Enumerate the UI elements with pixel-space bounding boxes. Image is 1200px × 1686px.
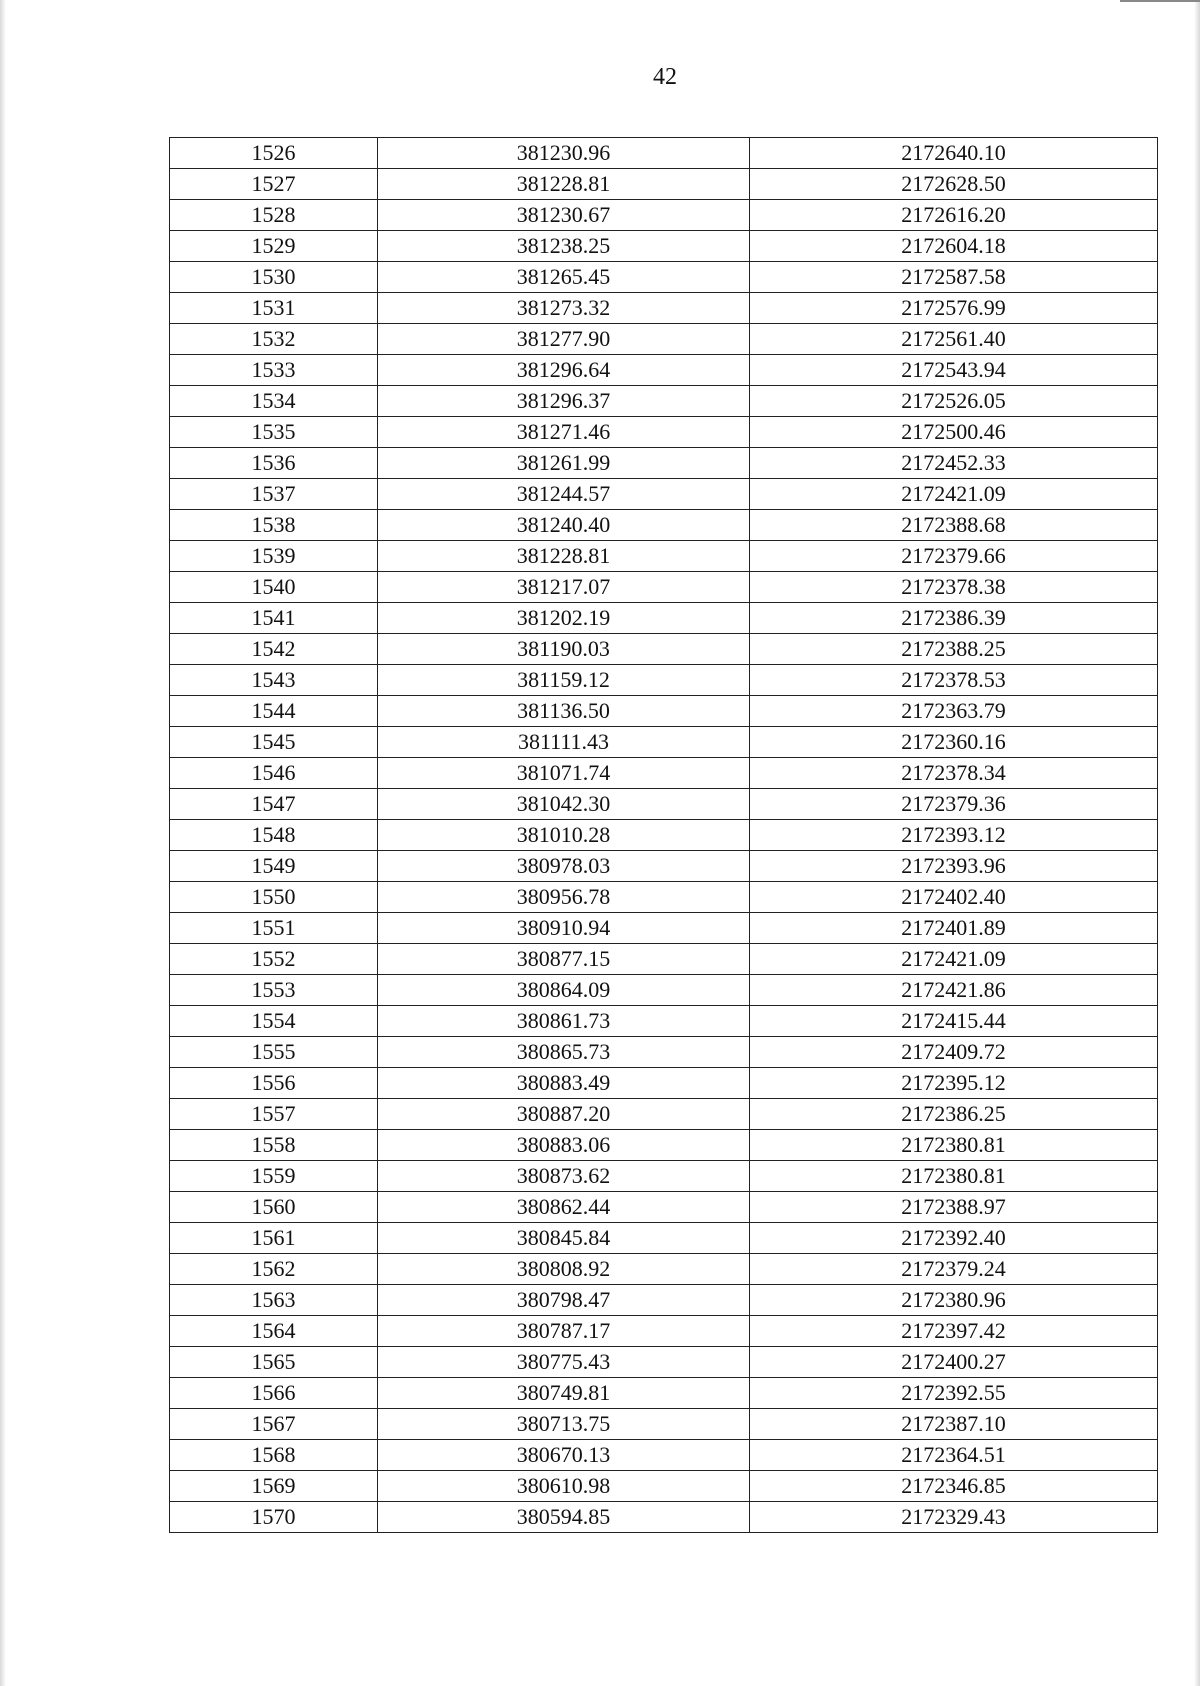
x-coordinate-cell: 381202.19 — [378, 603, 750, 634]
y-coordinate-cell: 2172346.85 — [750, 1471, 1158, 1502]
y-coordinate-cell: 2172393.96 — [750, 851, 1158, 882]
y-coordinate-cell: 2172380.81 — [750, 1161, 1158, 1192]
point-id-cell: 1544 — [170, 696, 378, 727]
table-row — [170, 665, 1158, 696]
point-id-cell: 1563 — [170, 1285, 378, 1316]
table-row — [170, 1378, 1158, 1409]
x-coordinate-cell: 380910.94 — [378, 913, 750, 944]
table-row — [170, 944, 1158, 975]
point-id-cell: 1549 — [170, 851, 378, 882]
point-id-cell: 1555 — [170, 1037, 378, 1068]
table-row — [170, 820, 1158, 851]
y-coordinate-cell: 2172388.68 — [750, 510, 1158, 541]
table-row — [170, 1316, 1158, 1347]
point-id-cell: 1529 — [170, 231, 378, 262]
x-coordinate-cell: 380798.47 — [378, 1285, 750, 1316]
x-coordinate-cell: 380713.75 — [378, 1409, 750, 1440]
table-row — [170, 1161, 1158, 1192]
y-coordinate-cell: 2172393.12 — [750, 820, 1158, 851]
y-coordinate-cell: 2172392.40 — [750, 1223, 1158, 1254]
point-id-cell: 1569 — [170, 1471, 378, 1502]
table-row — [170, 262, 1158, 293]
x-coordinate-cell: 380610.98 — [378, 1471, 750, 1502]
table-row — [170, 758, 1158, 789]
x-coordinate-cell: 380883.49 — [378, 1068, 750, 1099]
x-coordinate-cell: 381190.03 — [378, 634, 750, 665]
y-coordinate-cell: 2172500.46 — [750, 417, 1158, 448]
point-id-cell: 1536 — [170, 448, 378, 479]
point-id-cell: 1552 — [170, 944, 378, 975]
point-id-cell: 1533 — [170, 355, 378, 386]
table-row — [170, 696, 1158, 727]
point-id-cell: 1530 — [170, 262, 378, 293]
x-coordinate-cell: 381230.67 — [378, 200, 750, 231]
x-coordinate-cell: 381240.40 — [378, 510, 750, 541]
y-coordinate-cell: 2172604.18 — [750, 231, 1158, 262]
point-id-cell: 1564 — [170, 1316, 378, 1347]
y-coordinate-cell: 2172388.25 — [750, 634, 1158, 665]
table-row — [170, 913, 1158, 944]
y-coordinate-cell: 2172401.89 — [750, 913, 1158, 944]
point-id-cell: 1539 — [170, 541, 378, 572]
point-id-cell: 1557 — [170, 1099, 378, 1130]
point-id-cell: 1554 — [170, 1006, 378, 1037]
point-id-cell: 1526 — [170, 138, 378, 169]
table-row — [170, 200, 1158, 231]
y-coordinate-cell: 2172415.44 — [750, 1006, 1158, 1037]
y-coordinate-cell: 2172640.10 — [750, 138, 1158, 169]
table-row — [170, 1223, 1158, 1254]
point-id-cell: 1543 — [170, 665, 378, 696]
table-row — [170, 1192, 1158, 1223]
x-coordinate-cell: 381159.12 — [378, 665, 750, 696]
y-coordinate-cell: 2172379.36 — [750, 789, 1158, 820]
x-coordinate-cell: 381296.64 — [378, 355, 750, 386]
x-coordinate-cell: 381042.30 — [378, 789, 750, 820]
y-coordinate-cell: 2172392.55 — [750, 1378, 1158, 1409]
x-coordinate-cell: 381228.81 — [378, 169, 750, 200]
point-id-cell: 1546 — [170, 758, 378, 789]
point-id-cell: 1538 — [170, 510, 378, 541]
table-row — [170, 603, 1158, 634]
x-coordinate-cell: 381265.45 — [378, 262, 750, 293]
table-row — [170, 1285, 1158, 1316]
x-coordinate-cell: 380873.62 — [378, 1161, 750, 1192]
y-coordinate-cell: 2172395.12 — [750, 1068, 1158, 1099]
y-coordinate-cell: 2172379.66 — [750, 541, 1158, 572]
table-row — [170, 293, 1158, 324]
point-id-cell: 1551 — [170, 913, 378, 944]
table-row — [170, 417, 1158, 448]
y-coordinate-cell: 2172421.86 — [750, 975, 1158, 1006]
point-id-cell: 1535 — [170, 417, 378, 448]
x-coordinate-cell: 381228.81 — [378, 541, 750, 572]
table-row — [170, 1037, 1158, 1068]
table-row — [170, 1440, 1158, 1471]
point-id-cell: 1541 — [170, 603, 378, 634]
x-coordinate-cell: 381273.32 — [378, 293, 750, 324]
y-coordinate-cell: 2172409.72 — [750, 1037, 1158, 1068]
y-coordinate-cell: 2172364.51 — [750, 1440, 1158, 1471]
table-row — [170, 448, 1158, 479]
x-coordinate-cell: 381136.50 — [378, 696, 750, 727]
point-id-cell: 1532 — [170, 324, 378, 355]
y-coordinate-cell: 2172378.34 — [750, 758, 1158, 789]
x-coordinate-cell: 381230.96 — [378, 138, 750, 169]
point-id-cell: 1567 — [170, 1409, 378, 1440]
y-coordinate-cell: 2172329.43 — [750, 1502, 1158, 1533]
x-coordinate-cell: 381277.90 — [378, 324, 750, 355]
y-coordinate-cell: 2172421.09 — [750, 944, 1158, 975]
x-coordinate-cell: 380749.81 — [378, 1378, 750, 1409]
point-id-cell: 1562 — [170, 1254, 378, 1285]
point-id-cell: 1561 — [170, 1223, 378, 1254]
x-coordinate-cell: 381244.57 — [378, 479, 750, 510]
y-coordinate-cell: 2172397.42 — [750, 1316, 1158, 1347]
y-coordinate-cell: 2172587.58 — [750, 262, 1158, 293]
table-row — [170, 727, 1158, 758]
x-coordinate-cell: 380861.73 — [378, 1006, 750, 1037]
x-coordinate-cell: 381071.74 — [378, 758, 750, 789]
table-row — [170, 231, 1158, 262]
y-coordinate-cell: 2172388.97 — [750, 1192, 1158, 1223]
y-coordinate-cell: 2172380.96 — [750, 1285, 1158, 1316]
y-coordinate-cell: 2172380.81 — [750, 1130, 1158, 1161]
table-row — [170, 541, 1158, 572]
table-row — [170, 1068, 1158, 1099]
coordinate-table-body — [170, 138, 1158, 1533]
x-coordinate-cell: 380883.06 — [378, 1130, 750, 1161]
x-coordinate-cell: 381296.37 — [378, 386, 750, 417]
point-id-cell: 1565 — [170, 1347, 378, 1378]
point-id-cell: 1534 — [170, 386, 378, 417]
y-coordinate-cell: 2172526.05 — [750, 386, 1158, 417]
y-coordinate-cell: 2172402.40 — [750, 882, 1158, 913]
table-row — [170, 882, 1158, 913]
table-row — [170, 479, 1158, 510]
y-coordinate-cell: 2172387.10 — [750, 1409, 1158, 1440]
point-id-cell: 1553 — [170, 975, 378, 1006]
y-coordinate-cell: 2172561.40 — [750, 324, 1158, 355]
table-row — [170, 789, 1158, 820]
y-coordinate-cell: 2172576.99 — [750, 293, 1158, 324]
y-coordinate-cell: 2172421.09 — [750, 479, 1158, 510]
x-coordinate-cell: 380775.43 — [378, 1347, 750, 1378]
y-coordinate-cell: 2172452.33 — [750, 448, 1158, 479]
y-coordinate-cell: 2172379.24 — [750, 1254, 1158, 1285]
table-row — [170, 572, 1158, 603]
table-row — [170, 169, 1158, 200]
table-row — [170, 634, 1158, 665]
point-id-cell: 1548 — [170, 820, 378, 851]
x-coordinate-cell: 380956.78 — [378, 882, 750, 913]
point-id-cell: 1542 — [170, 634, 378, 665]
y-coordinate-cell: 2172386.25 — [750, 1099, 1158, 1130]
table-row — [170, 1502, 1158, 1533]
point-id-cell: 1550 — [170, 882, 378, 913]
x-coordinate-cell: 380670.13 — [378, 1440, 750, 1471]
x-coordinate-cell: 381238.25 — [378, 231, 750, 262]
y-coordinate-cell: 2172628.50 — [750, 169, 1158, 200]
point-id-cell: 1531 — [170, 293, 378, 324]
y-coordinate-cell: 2172616.20 — [750, 200, 1158, 231]
x-coordinate-cell: 380594.85 — [378, 1502, 750, 1533]
coordinate-table — [169, 137, 1158, 1533]
x-coordinate-cell: 380787.17 — [378, 1316, 750, 1347]
x-coordinate-cell: 380845.84 — [378, 1223, 750, 1254]
point-id-cell: 1537 — [170, 479, 378, 510]
x-coordinate-cell: 380865.73 — [378, 1037, 750, 1068]
table-row — [170, 510, 1158, 541]
x-coordinate-cell: 381271.46 — [378, 417, 750, 448]
y-coordinate-cell: 2172386.39 — [750, 603, 1158, 634]
scan-edge-top-right — [1120, 0, 1200, 2]
point-id-cell: 1540 — [170, 572, 378, 603]
x-coordinate-cell: 381261.99 — [378, 448, 750, 479]
x-coordinate-cell: 380862.44 — [378, 1192, 750, 1223]
table-row — [170, 386, 1158, 417]
table-row — [170, 138, 1158, 169]
table-row — [170, 1099, 1158, 1130]
y-coordinate-cell: 2172360.16 — [750, 727, 1158, 758]
point-id-cell: 1545 — [170, 727, 378, 758]
point-id-cell: 1556 — [170, 1068, 378, 1099]
x-coordinate-cell: 380887.20 — [378, 1099, 750, 1130]
y-coordinate-cell: 2172543.94 — [750, 355, 1158, 386]
table-row — [170, 1347, 1158, 1378]
point-id-cell: 1558 — [170, 1130, 378, 1161]
point-id-cell: 1560 — [170, 1192, 378, 1223]
x-coordinate-cell: 380978.03 — [378, 851, 750, 882]
point-id-cell: 1566 — [170, 1378, 378, 1409]
x-coordinate-cell: 380877.15 — [378, 944, 750, 975]
x-coordinate-cell: 380808.92 — [378, 1254, 750, 1285]
x-coordinate-cell: 380864.09 — [378, 975, 750, 1006]
y-coordinate-cell: 2172363.79 — [750, 696, 1158, 727]
table-row — [170, 355, 1158, 386]
x-coordinate-cell: 381010.28 — [378, 820, 750, 851]
table-row — [170, 1409, 1158, 1440]
table-row — [170, 1006, 1158, 1037]
point-id-cell: 1528 — [170, 200, 378, 231]
point-id-cell: 1568 — [170, 1440, 378, 1471]
x-coordinate-cell: 381217.07 — [378, 572, 750, 603]
point-id-cell: 1559 — [170, 1161, 378, 1192]
y-coordinate-cell: 2172378.53 — [750, 665, 1158, 696]
table-row — [170, 1471, 1158, 1502]
x-coordinate-cell: 381111.43 — [378, 727, 750, 758]
page-number: 42 — [653, 64, 677, 90]
table-row — [170, 1130, 1158, 1161]
y-coordinate-cell: 2172400.27 — [750, 1347, 1158, 1378]
table-row — [170, 975, 1158, 1006]
table-row — [170, 1254, 1158, 1285]
scan-edge-right — [1194, 0, 1200, 1686]
point-id-cell: 1527 — [170, 169, 378, 200]
point-id-cell: 1547 — [170, 789, 378, 820]
table-row — [170, 851, 1158, 882]
point-id-cell: 1570 — [170, 1502, 378, 1533]
table-row — [170, 324, 1158, 355]
y-coordinate-cell: 2172378.38 — [750, 572, 1158, 603]
scan-edge-left — [0, 0, 6, 1686]
